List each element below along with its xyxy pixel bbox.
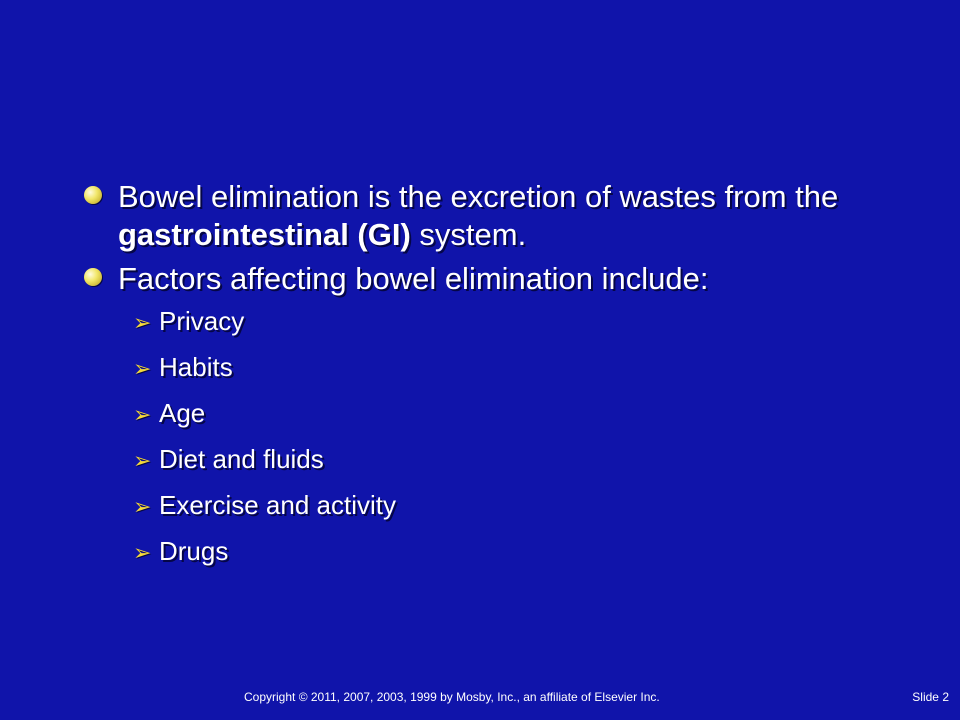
bullet-text-after: system. [410,217,527,252]
factor-label: Age [159,398,206,428]
bullet-text-before: Bowel elimination is the excretion of wastes from the [118,179,839,214]
bullet-item [84,260,874,298]
factor-label: Privacy [159,306,245,336]
slide-number: Slide 2 [912,690,949,704]
factor-list [133,306,874,566]
arrow-icon: ➢ [133,448,152,473]
factor-label: Habits [159,352,233,382]
factor-label: Drugs [159,536,229,566]
copyright-text: Copyright © 2011, 2007, 2003, 1999 by Mosby, Inc., an affiliate of Elsevier Inc. [244,690,660,704]
arrow-icon: ➢ [133,356,152,381]
bullet-text-before: Factors affecting bowel elimination include: [118,261,709,296]
bullet-item [84,178,874,254]
factor-item [133,444,874,474]
factor-item [133,398,874,428]
arrow-icon: ➢ [133,402,152,427]
bullet-list [84,178,874,582]
arrow-icon: ➢ [133,540,152,565]
factor-item [133,352,874,382]
yellow-dot-icon [84,268,102,286]
factor-item [133,306,874,336]
footer [0,687,960,707]
factor-label: Diet and fluids [159,444,324,474]
factor-item [133,536,874,566]
arrow-icon: ➢ [133,310,152,335]
arrow-icon: ➢ [133,494,152,519]
yellow-dot-icon [84,186,102,204]
factor-item [133,490,874,520]
bullet-bold-text: gastrointestinal (GI) [118,217,411,252]
factor-label: Exercise and activity [159,490,396,520]
